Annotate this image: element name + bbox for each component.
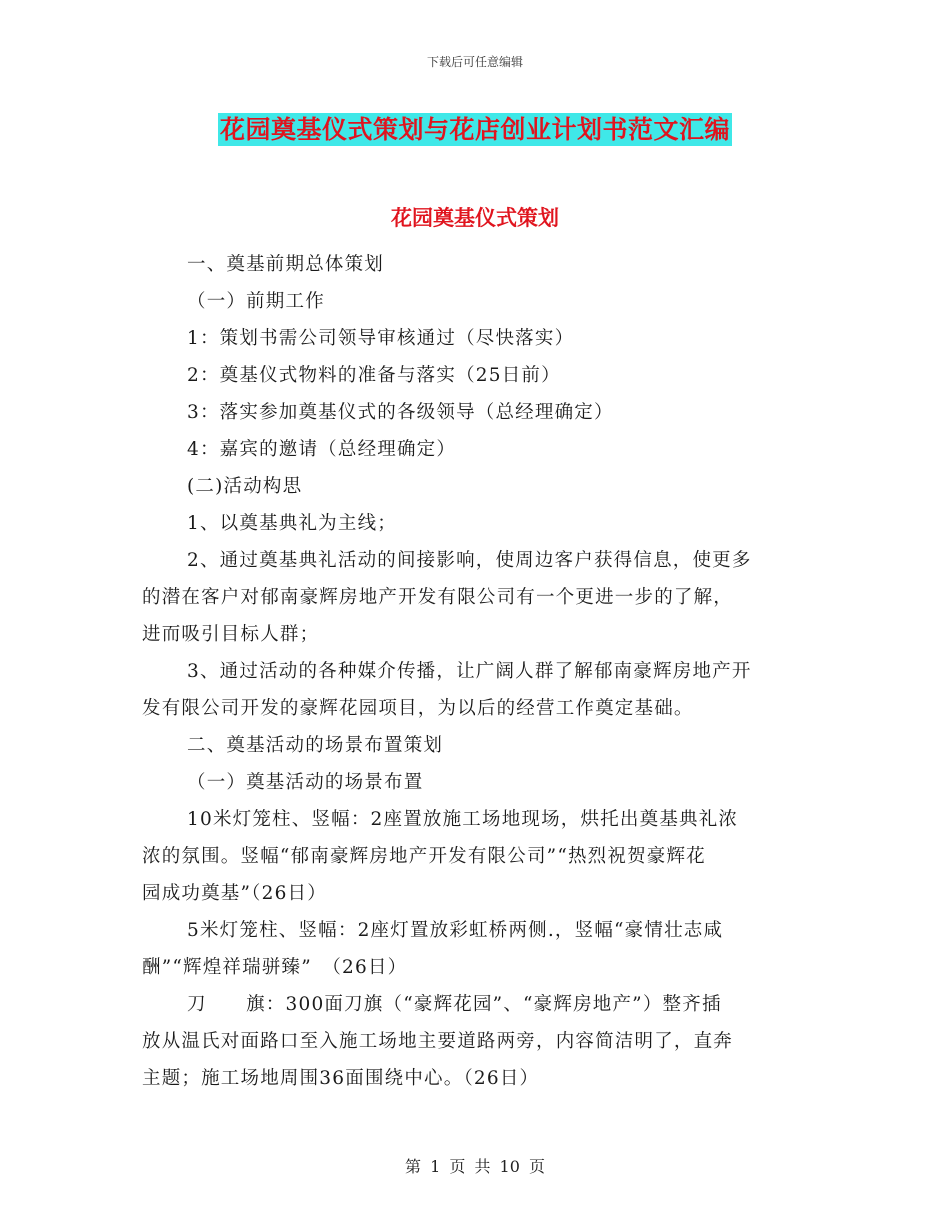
body-line: 进而吸引目标人群； [142, 624, 320, 645]
body-line: 放从温氏对面路口至入施工场地主要道路两旁，内容简洁明了，直奔 [142, 1031, 734, 1052]
body-line: 主题；施工场地周围36面围绕中心。（26日） [142, 1068, 540, 1089]
body-line: 发有限公司开发的豪辉花园项目，为以后的经营工作奠定基础。 [142, 698, 694, 719]
body-line: 1、以奠基典礼为主线； [187, 513, 397, 534]
body-line: 二、奠基活动的场景布置策划 [187, 735, 444, 756]
body-line: 浓的氛围。竖幅“郁南豪辉房地产开发有限公司”“热烈祝贺豪辉花 [142, 846, 706, 867]
body-line: （一）前期工作 [187, 291, 325, 312]
body-line: 5米灯笼柱、竖幅：2座灯置放彩虹桥两侧.，竖幅“豪情壮志咸 [187, 920, 724, 941]
body-line: 4：嘉宾的邀请（总经理确定） [187, 439, 457, 460]
body-line: 1：策划书需公司领导审核通过（尽快落实） [187, 328, 575, 349]
section-title: 花园奠基仪式策划 [391, 205, 559, 230]
body-line: 3、通过活动的各种媒介传播，让广阔人群了解郁南豪辉房地产开 [187, 661, 752, 682]
page-header-note: 下载后可任意编辑 [426, 55, 523, 69]
body-line: 2：奠基仪式物料的准备与落实（25日前） [187, 365, 561, 386]
body-line: 园成功奠基”（26日） [142, 883, 327, 904]
body-line: 3：落实参加奠基仪式的各级领导（总经理确定） [187, 402, 614, 423]
page-footer: 第 1 页 共 10 页 [405, 1157, 545, 1176]
body-line: 的潜在客户对郁南豪辉房地产开发有限公司有一个更进一步的了解， [142, 587, 734, 608]
body-line: 10米灯笼柱、竖幅：2座置放施工场地现场，烘托出奠基典礼浓 [187, 809, 739, 830]
body-line: 一、奠基前期总体策划 [187, 254, 385, 275]
document-title [0, 110, 950, 146]
document-title-text: 花园奠基仪式策划与花店创业计划书范文汇编 [219, 115, 730, 144]
body-line: 酬”“辉煌祥瑞骈臻” （26日） [142, 957, 408, 978]
body-line: 刀 旗：300面刀旗（“豪辉花园”、“豪辉房地产”）整齐插 [187, 994, 722, 1015]
document-body [142, 246, 814, 1097]
body-line: (二)活动构思 [187, 476, 303, 497]
body-line: （一）奠基活动的场景布置 [187, 772, 424, 793]
body-line: 2、通过奠基典礼活动的间接影响，使周边客户获得信息，使更多 [187, 550, 752, 571]
